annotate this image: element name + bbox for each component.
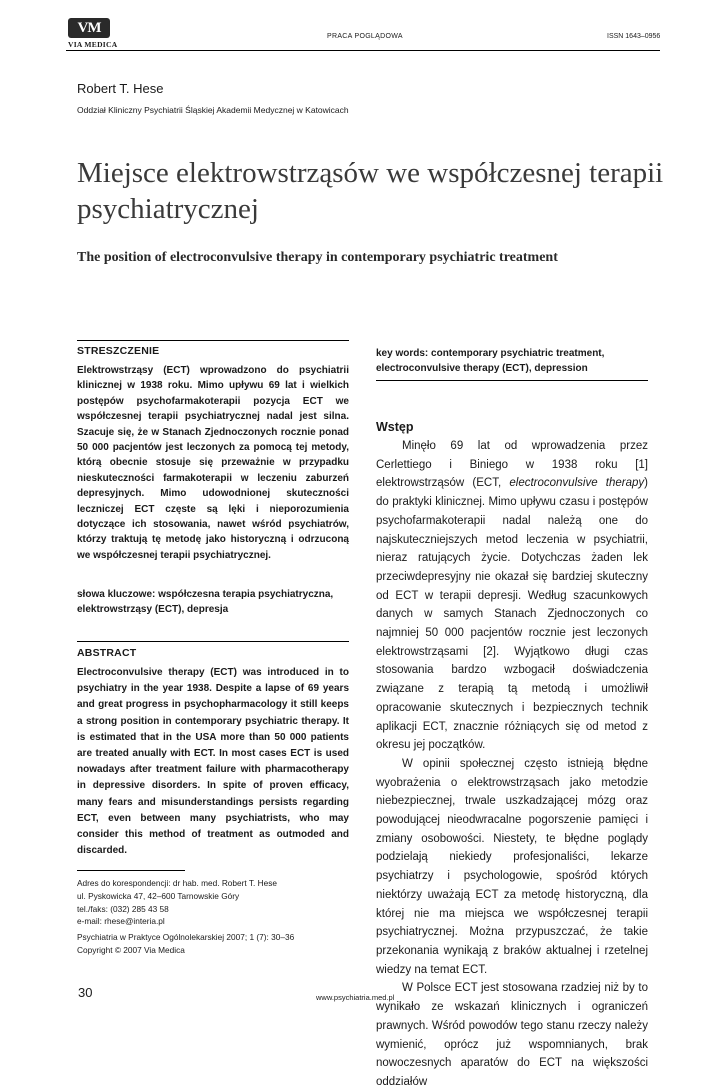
article-category: PRACA POGLĄDOWA (327, 33, 403, 40)
wstep-body (376, 437, 648, 1092)
correspondence-email: e-mail: rhese@interia.pl (77, 916, 165, 927)
streszczenie-top-rule (77, 340, 349, 341)
abstract-text: Electroconvulsive therapy (ECT) was introduced in to psychiatry in the year 1938. Despite a lapse of 69 years and great progress in psychopharmacology it still keeps a strong position in contemporary psychiatric therapy. It is estimated that in the USA more than 50 000 patients are treated anually with ECT. In most cases ECT is used nowadays after treatment failure with pharmacotherapy in depressive disorders. In spite of proven efficacy, many fears and misunderstandings persists regarding ECT, even between many psychiatrists, who may consider this method of treatment as outmoded and discarded. (77, 667, 349, 857)
copyright: Copyright © 2007 Via Medica (77, 944, 185, 955)
abstract-top-rule (77, 641, 349, 642)
streszczenie-text: Elektrowstrząsy (ECT) wprowadzono do psychiatrii klinicznej w 1938 roku. Mimo upływu 69 lat i wielkich postępów psychofarmakoterapii pozycja ECT we współczesnej terapii psychiatrycznej nadal jest silna. Szacuje się, że w Stanach Zjednoczonych rocznie ponad 50 000 pacjentów jest leczonych za pomocą tej metody, którą obecnie stosuje się przeważnie w przypadku nieskuteczności farmakoterapii w leczeniu zaburzeń depresyjnych. Mimo udowodnionej skuteczności leczniczej ECT częste są lęki i nieporozumienia dotyczące ich stosowania, nawet wśród psychiatrów, którzy traktują tę metodę jako historyczną i odrzuconą we współczesnej terapii psychiatrycznej. (77, 365, 349, 561)
streszczenie-keywords: słowa kluczowe: współczesna terapia psychiatryczna, elektrowstrząsy (ECT), depresja (77, 589, 334, 615)
footnotes (77, 877, 357, 957)
correspondence-street: ul. Pyskowicka 47, 42–600 Tarnowskie Góry (77, 890, 240, 901)
journal-url: www.psychiatria.med.pl (316, 993, 395, 1002)
wstep-paragraph-2: W opinii społecznej często istnieją błędne wyobrażenia o elektrowstrząsach jako metodzie niebezpiecznej, trwale uszkadzającej mózg oraz powodującej nieodwracalne pogorszenie pamięci i zmiany osobowości. Niestety, te błędne poglądy podzielają niekiedy profesjonaliści, lekarze psychiatrzy i psychologowie, spośród których niektórzy uważają ECT za metodę historyczną, dla której nie ma miejsca we współczesnej terapii psychiatrycznej. Można przypuszczać, że takie przekonania wynikają z braków aktualnej i rzetelnej wiedzy na temat ECT. (376, 757, 648, 976)
correspondence-phone: tel./faks: (032) 285 43 58 (77, 903, 169, 914)
footnote-divider (77, 870, 185, 871)
keywords-bottom-rule (376, 380, 648, 381)
streszczenie-heading: STRESZCZENIE (77, 345, 160, 357)
article-subtitle-english: The position of electroconvulsive therapy in contemporary psychiatric treatment (77, 250, 558, 265)
page-number: 30 (78, 985, 93, 1000)
header-divider (66, 50, 660, 51)
issn: ISSN 1643–0956 (607, 33, 661, 40)
wstep-paragraph-1: Minęło 69 lat od wprowadzenia przez Cerlettiego i Biniego w 1938 roku [1] elektrowstrząsów (ECT, electroconvulsive therapy) do praktyki klinicznej. Mimo upływu czasu i postępów psychofarmakoterapii nadal należą one do najskuteczniejszych metod leczenia w psychiatrii, nieraz ratujących życie. Dotychczas żaden lek przeciwdepresyjny nie okazał się bardziej skuteczny od ECT w terapii depresji. Według szacunkowych danych w samych Stanach Zjednoczonych co najmniej 50 000 pacjentów rocznie jest leczonych elektrowstrząsami [2]. Wyjątkowo długi czas stosowania bardzo wzbogacił doświadczenia związane z terapią tą metodą i umożliwił opracowanie skutecznych i bezpiecznych technik aplikacji ECT, znacznie różniących się od metod z okresu jej początków. (376, 440, 648, 752)
wstep-heading: Wstęp (376, 420, 414, 434)
wstep-paragraph-3: W Polsce ECT jest stosowana rzadziej niż by to wynikało ze wskazań klinicznych i ograniczeń prawnych. Wśród powodów tego stanu rzeczy należy wymienić, oprócz już wspomnianych, brak nowoczesnych aparatów do ECT na większości oddziałów (376, 982, 648, 1088)
author-name: Robert T. Hese (77, 81, 164, 96)
via-medica-logo-mark: VM (68, 18, 110, 38)
via-medica-logo-text: VIA MEDICA (68, 40, 118, 49)
abstract-keywords: key words: contemporary psychiatric treatment, electroconvulsive therapy (ECT), depression (376, 348, 605, 374)
author-affiliation: Oddział Kliniczny Psychiatrii Śląskiej Akademii Medycznej w Katowicach (77, 105, 349, 115)
correspondence-address: Adres do korespondencji: dr hab. med. Robert T. Hese (77, 878, 278, 888)
abstract-heading: ABSTRACT (77, 647, 137, 659)
publisher-logo (68, 18, 128, 49)
article-title: Miejsce elektrowstrząsów we współczesnej terapii psychiatrycznej (77, 157, 664, 225)
journal-citation: Psychiatria w Praktyce Ogólnolekarskiej 2007; 1 (7): 30–36 (77, 932, 295, 943)
